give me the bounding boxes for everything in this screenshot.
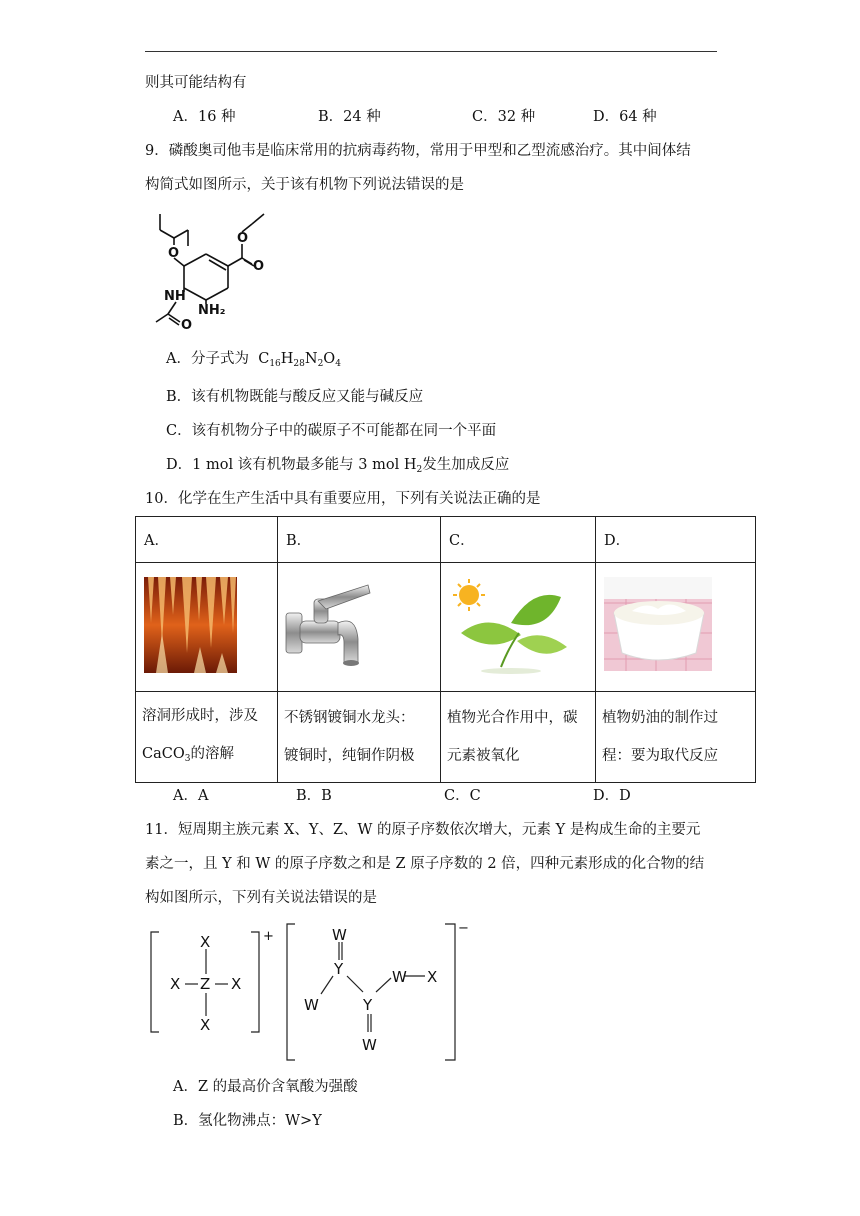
q10-option-c: C．C bbox=[444, 788, 481, 804]
text-cell-c bbox=[441, 692, 596, 783]
q9-stem-line1: 9．磷酸奥司他韦是临床常用的抗病毒药物，常用于甲型和乙型流感治疗。其中间体结 bbox=[145, 143, 691, 159]
q11-stem-line1: 11．短周期主族元素 X、Y、Z、W 的原子序数依次增大，元素 Y 是构成生命的主要元 bbox=[145, 822, 701, 838]
cation-z: Z bbox=[200, 975, 211, 993]
q10-option-b: B．B bbox=[296, 788, 332, 804]
prev-question-tail: 则其可能结构有 bbox=[145, 75, 247, 91]
header-d: D． bbox=[596, 517, 756, 563]
anion-y1: Y bbox=[334, 960, 344, 978]
anion-y2: Y bbox=[363, 996, 373, 1014]
structure-oxygen-ether: O bbox=[168, 246, 180, 261]
structure-oxygen-amide: O bbox=[181, 318, 193, 333]
q11-option-b: B．氢化物沸点：W>Y bbox=[173, 1113, 322, 1129]
q10-option-d: D．D bbox=[593, 788, 631, 804]
molecular-formula: $C_{16}H_{28}N_2O_4$ bbox=[258, 351, 341, 369]
q9-option-c: C．该有机物分子中的碳原子不可能都在同一个平面 bbox=[166, 423, 497, 439]
cell-b-line2: 镀铜时，纯铜作阴极 bbox=[284, 748, 415, 764]
table-header-row bbox=[136, 517, 756, 563]
image-cell-d bbox=[596, 563, 756, 692]
faucet-image bbox=[278, 563, 432, 687]
cream-image bbox=[596, 563, 747, 687]
anion-x: X bbox=[427, 968, 438, 986]
image-cell-b bbox=[278, 563, 441, 692]
table-text-row bbox=[136, 692, 756, 783]
q9-option-a: A．分子式为 $C_{16}H_{28}N_2O_4$ bbox=[166, 351, 341, 369]
q10-stem: 10．化学在生产生活中具有重要应用，下列有关说法正确的是 bbox=[145, 491, 541, 507]
image-cell-a bbox=[136, 563, 278, 692]
header-a: A． bbox=[136, 517, 278, 563]
cation-charge: + bbox=[263, 929, 274, 944]
text-cell-a bbox=[136, 692, 278, 783]
q11-stem-line3: 构如图所示，下列有关说法错误的是 bbox=[145, 890, 377, 906]
leaf-image bbox=[441, 563, 587, 687]
q11-option-a: A．Z 的最高价含氧酸为强酸 bbox=[173, 1079, 358, 1095]
prev-option-d: D．64 种 bbox=[593, 109, 657, 125]
image-cell-c bbox=[441, 563, 596, 692]
prev-option-c: C．32 种 bbox=[472, 109, 536, 125]
cell-c-line2: 元素被氧化 bbox=[447, 748, 520, 764]
anion-w-right: W bbox=[392, 968, 407, 986]
q9-option-d: D．1 mol 该有机物最多能与 3 mol $H_2$发生加成反应 bbox=[166, 457, 510, 475]
q9-stem-line2: 构简式如图所示，关于该有机物下列说法错误的是 bbox=[145, 177, 464, 193]
prev-option-b: B．24 种 bbox=[318, 109, 381, 125]
cell-c-line1: 植物光合作用中，碳 bbox=[447, 710, 578, 726]
anion-w-left: W bbox=[304, 996, 319, 1014]
cation-x-left: X bbox=[170, 975, 181, 993]
header-b: B． bbox=[278, 517, 441, 563]
text-cell-d bbox=[596, 692, 756, 783]
table-image-row bbox=[136, 563, 756, 692]
structure-oxygen-ester: O bbox=[237, 231, 249, 246]
structure-nh: NH bbox=[164, 289, 186, 304]
q10-table bbox=[135, 516, 756, 783]
cell-a-line1: 溶洞形成时，涉及 bbox=[142, 707, 258, 724]
cation-x-right: X bbox=[231, 975, 242, 993]
cell-b-line1: 不锈钢镀铜水龙头： bbox=[284, 710, 415, 726]
q9-structure-diagram bbox=[150, 204, 280, 334]
cell-d-line1: 植物奶油的制作过 bbox=[602, 710, 718, 726]
cave-image bbox=[136, 563, 269, 687]
cation-x-top: X bbox=[200, 933, 211, 951]
header-rule bbox=[145, 51, 717, 52]
q10-option-a: A．A bbox=[173, 788, 209, 804]
cell-a-line2: CaCO$_3$的溶解 bbox=[142, 745, 234, 764]
prev-option-a: A．16 种 bbox=[173, 109, 236, 125]
anion-w-bottom: W bbox=[362, 1036, 377, 1054]
cation-x-bottom: X bbox=[200, 1016, 211, 1034]
text-cell-b bbox=[278, 692, 441, 783]
anion-charge: − bbox=[458, 921, 469, 936]
anion-w-top: W bbox=[332, 926, 347, 944]
structure-nh2: NH₂ bbox=[198, 303, 226, 318]
q11-structure-diagram bbox=[145, 918, 475, 1068]
q9-option-b: B．该有机物既能与酸反应又能与碱反应 bbox=[166, 389, 424, 405]
structure-oxygen-carbonyl: O bbox=[253, 259, 265, 274]
cell-d-line2: 程：要为取代反应 bbox=[602, 748, 718, 764]
q11-stem-line2: 素之一，且 Y 和 W 的原子序数之和是 Z 原子序数的 2 倍，四种元素形成的化合物的结 bbox=[145, 856, 705, 872]
header-c: C． bbox=[441, 517, 596, 563]
